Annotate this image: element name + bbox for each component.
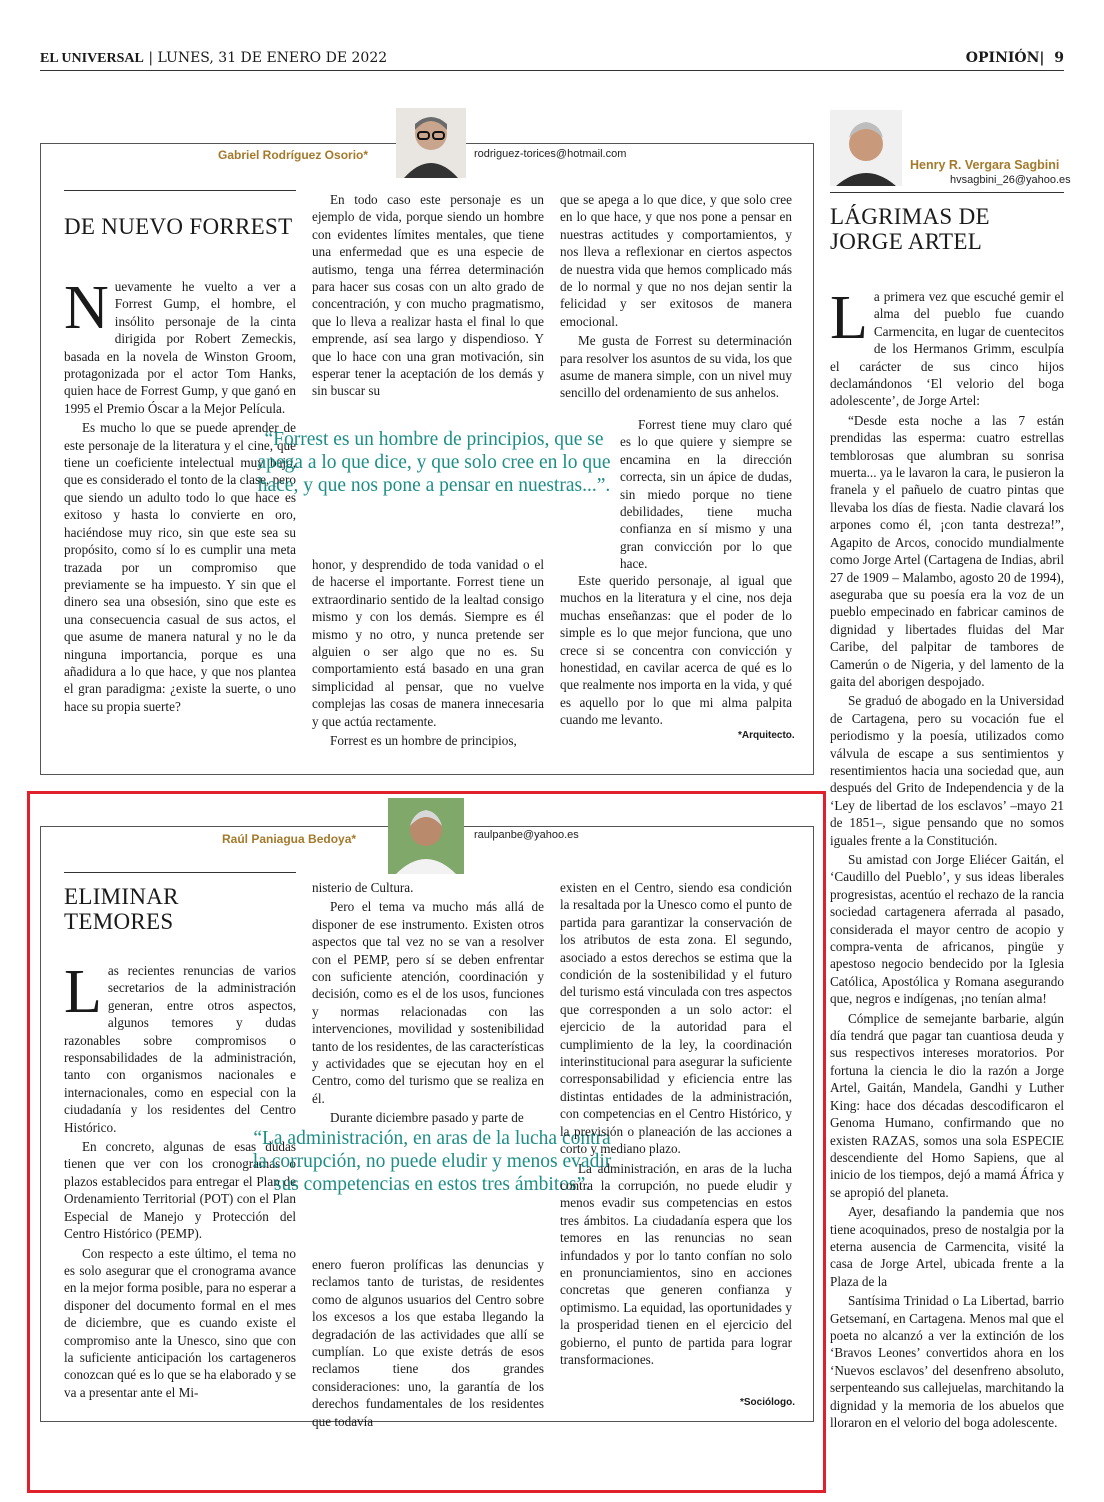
paragraph: Con respecto a este último, el tema no es solo asegurar que el cronograma avance en la mejor forma posible, para no esperar a disponer del documento formal en el mes de diciembre, que es cuando existe el compromiso ante la Unesco, sino que con la suficiente anticipación los cartageneros conozcan qué es lo que se ha elaborado y se va a presentar ante el Mi- [64, 1245, 296, 1400]
paragraph: Ayer, desafiando la pandemia que nos tiene acoquinados, preso de nostalgia por la eterna ausencia de Carmencita, visité la casa de Jorge Artel, ubicada frente a la Plaza de la [830, 1204, 1064, 1289]
page-number: 9 [1054, 50, 1064, 66]
article1-column-3-top [560, 191, 792, 417]
article1-column-2-top [312, 191, 544, 407]
article1-column-1 [64, 274, 296, 748]
paragraph: La administración, en aras de la lucha contra la corrupción, no puede eludir y menos evadir sus competencias en estos tres ámbitos. La ciudadanía espera que los temores en las renuncias no sean infundados y por lo tanto confían no solo en pronunciamientos, sino en acciones concretas que generen confianza y optimismo. La equidad, las oportunidades y la prosperidad tienen en el ejercicio del gobierno, el punto de partida para lograr transformaciones. [560, 1160, 792, 1367]
headline-line-1: LÁGRIMAS DE [830, 204, 990, 229]
paragraph: En todo caso este personaje es un ejemplo de vida, porque siendo un hombre con evidentes límites mentales, que tiene una enfermedad que es una especie de autismo, tenga una férrea determinación para hacer sus cosas con un alto grado de concentración, y con mucho pragmatismo, que lo lleva a realizar hasta el final lo que emprende, así sea largo y dispendioso. Y que lo hace con una gran motivación, sin esperar tener la aceptación de los demás y sin buscar su [312, 192, 544, 399]
article1-column-3-mid [620, 416, 792, 572]
author-email: hvsagbini_26@yahoo.es [950, 174, 1071, 186]
article1-column-3-bottom [560, 572, 792, 732]
drop-cap: L [64, 958, 102, 1026]
author-photo-gabriel [396, 108, 466, 178]
author-photo-henry [830, 110, 902, 186]
paragraph: existen en el Centro, siendo esa condición la resaltada por la Unesco como el punto de partida para garantizar la conservación de los atributos de esta zona. El segundo, asociado a estos derechos se estima que la condición de la sostenibilidad y el futuro del turismo está vinculada con tres aspectos que corresponden a un solo actor: el ejercicio de la autoridad para el cumplimiento de la ley, la coordinación interinstitucional para asegurar la suficiente corresponsabilidad y eficiencia entre las distintas entidades de la administración, con competencias en el Centro Histórico, y la previsión o planeación de las acciones a corto y mediano plazo. [560, 880, 792, 1157]
paragraph: Durante diciembre pasado y parte de [330, 1110, 524, 1126]
paragraph: enero fueron prolíficas las denuncias y reclamos tanto de turistas, de residentes como de algunos usuarios del Centro sobre los excesos a los que estaba llegando la degradación de las actividades que allí se cumplían. Lo que existe detrás de esos reclamos tiene dos grandes consideraciones: uno, la garantía de los derechos fundamentales de los residentes que todavía [312, 1257, 544, 1429]
paragraph: Se graduó de abogado en la Universidad de Cartagena, pero su vocación fue el periodismo y la poesía, utilizados como válvula de escape a sus sentimientos y resentimientos hacia una sociedad que, aun después del Grito de Independencia y de la ‘Ley de libertad de los esclavos’ –mayo 21 de 1851–, sigue pensando que no somos iguales frente a la Constitución. [830, 693, 1064, 848]
headline-line-2: TEMORES [64, 909, 174, 934]
paragraph: nisterio de Cultura. [312, 880, 414, 895]
drop-cap: N [64, 274, 109, 342]
section-name: OPINIÓN [965, 50, 1040, 66]
drop-cap: L [830, 284, 868, 352]
paragraph: Su amistad con Jorge Eliécer Gaitán, el ‘Caudillo del Pueblo’, y sus ideas liberales progresistas, acentúo el rechazo de la rancia sociedad cartagenera aferrada al pasado, considerada el mayor centro de acopio y compra-venta de africanos, pingüe y apestoso negocio bendecido por la Iglesia Católica, Apostólica y Romana asegurando que, negros e indígenas, ¡no tenían alma! [830, 852, 1064, 1007]
paragraph: Me gusta de Forrest su determinación para resolver los asuntos de su vida, los que asume de manera simple, con un nivel muy sencillo del ordenamiento de sus anhelos. [560, 333, 792, 401]
paragraph: as recientes renuncias de varios secretarios de la administración generan, entre otros aspectos, algunos temores y dudas razonables sobre compromisos o responsabilidades de la administración, tanto con organismos nacionales e internacionales, como en especial con la ciudadanía y los residentes del Centro Histórico. [64, 963, 296, 1135]
page-header-right: OPINIÓN| 9 [965, 50, 1064, 66]
article1-column-2-bottom [312, 556, 544, 748]
paragraph: Este querido personaje, al igual que muchos en la literatura y el cine, nos deja muchas enseñanzas: que el poder de lo simple es lo que mejor funciona, que uno crece si se concentra con convicción y honestidad, en cavilar acerca de qué es lo que realmente nos importa en la vida, y qué es aquello por lo que mi alma palpita cuando me levanto. [560, 573, 792, 728]
header-rule [40, 70, 1064, 71]
author-credit: *Arquitecto. [738, 730, 795, 741]
paragraph: Forrest es un hombre de principios, [330, 733, 517, 749]
author-name: Gabriel Rodríguez Osorio* [218, 148, 369, 162]
paragraph: Santísima Trinidad o La Libertad, barrio Getsemaní, en Cartagena. Menos mal que el poeta no alcanzó a ver la extinción de los ‘Bravos Leones’ convertidos ahora en los ‘Nuevos esclavos’ del desenfreno absoluto, serpenteando sus callejuelas, marchitando la dignidad y la memoria de los abuelos que lloraron en el velorio del boga adolescente. [830, 1293, 1064, 1430]
article3-column [830, 284, 1064, 1488]
author-name: Raúl Paniagua Bedoya* [222, 832, 357, 846]
issue-date: LUNES, 31 DE ENERO DE 2022 [157, 50, 388, 66]
paragraph: honor, y desprendido de toda vanidad o el de hacerse el importante. Forrest tiene un extraordinario sentido de la lealtad consigo mismo y con los demás. Siempre es él mismo y no otro, y nunca pretende ser alguien o ser algo que no es. Su comportamiento está basado en una gran simplicidad al pensar, que no vuelve complejas las cosas de manera innecesaria y que actúa rectamente. [312, 557, 544, 729]
author-email: raulpanbe@yahoo.es [474, 829, 579, 841]
headline-line-1: ELIMINAR [64, 884, 179, 909]
paragraph: En concreto, algunas de esas dudas tienen que ver con los cronogramas o plazos establecidos para entregar el Plan de Ordenamiento Territorial (POT) con el Plan Especial de Manejo y Protección del Centro Histórico (PEMP). [64, 1139, 296, 1242]
headline-rule [64, 190, 296, 191]
headline [830, 204, 1070, 254]
paragraph: que se apega a lo que dice, y que solo cree en lo que hace, y que nos pone a pensar en nuestras actitudes y comportamientos, y nos lleva a reflexionar en ciertos aspectos de nuestra vida que hemos complicado más de lo normal y que no nos dejan sentir la felicidad y ser exitosos de manera emocional. [560, 192, 792, 329]
author-email: rodriguez-torices@hotmail.com [474, 148, 627, 160]
pull-quote: “La administración, en aras de la lucha contra la corrupción, no puede eludir y menos evadir sus competencias en estos tres ámbitos”. [252, 1128, 612, 1195]
paragraph: Cómplice de semejante barbarie, algún día tendrá que pagar tan cuantiosa deuda y sus respectivos intereses moratorios. Por fortuna la ciencia le dio la razón a Jorge Artel, Gaitán, Mandela, Gandhi y Luther King: hace dos décadas descodificaron el Genoma Humano, confirmando que no existen RAZAS, somos una sola ESPECIE descendiente del Homo Sapiens, que al inicio de los tiempos, dejó a mamá África y se apropió del planeta. [830, 1010, 1064, 1200]
page-header-left: EL UNIVERSAL | LUNES, 31 DE ENERO DE 2022 [40, 50, 388, 66]
author-credit: *Sociólogo. [740, 1397, 795, 1408]
pull-quote: “Forrest es un hombre de principios, que se apega a lo que dice, y que solo cree en lo que hace, y que nos pone a pensar en nuestras...”. [257, 429, 611, 496]
newspaper-name: EL UNIVERSAL [40, 51, 144, 66]
highlight-frame [27, 791, 826, 1493]
headline: DE NUEVO FORREST [64, 214, 293, 239]
headline-line-2: JORGE ARTEL [830, 229, 983, 254]
paragraph: “Desde esta noche a las 7 están prendidas las esperma: cuatro estrellas temblorosas que alumbran su sonrisa muerta... ya le lavaron la cara, le pusieron la franela y el pañuelo de cuatro pintas que llevaba los días de fiesta. Nadie clavará los arpones como él, ¡con tanta destreza!”, Agapito de Arcos, conocido mundialmente como Jorge Artel (Cartagena de Indias, abril 27 de 1909 – Malambo, agosto 20 de 1994), aseguraba que su poesía era la voz de un pueblo empecinado en fabricar caminos de dignidad y libertades fluidas del Mar Caribe, del palpitar de tambores de Camerún o de Nigeria, y del lamento de la gaita del aborigen despojado. [830, 412, 1064, 689]
author-name: Henry R. Vergara Sagbini [910, 158, 1060, 172]
paragraph: uevamente he vuelto a ver a Forrest Gump, el hombre, el insólito personaje de la cinta dirigida por Robert Zemeckis, basada en la novela de Winston Groom, protagonizada por el actor Tom Hanks, quien hace de Forrest Gump, y que ganó en 1995 el Premio Óscar a la Mejor Película. [64, 279, 296, 416]
paragraph: a primera vez que escuché gemir el alma del pueblo fue cuando Carmencita, en lugar de cuentecitos de los Hermanos Grimm, esculpía el carácter de sus cinco hijos declamándonos ‘El velorio del boga adolescente’, de Jorge Artel: [830, 289, 1064, 409]
paragraph: Es mucho lo que se puede aprender de este personaje de la literatura y el cine, que tiene un coeficiente intelectual muy bajo, que es considerado el tonto de la clase, pero que siendo un adulto todo lo que hace es exitoso y hasta lo convierte en oro, haciéndose muy rico, sin que este sea su propósito, como sí lo es cumplir una meta trazada por un compromiso que previamente se ha impuesto. Y sin que el dinero sea una obsesión, sino que este es una consecuencia casual de sus actos, el que asume de manera natural y no le da ninguna importancia, porque es una añadidura a lo que hace, y que nos plantea el gran paradigma: ¿existe la suerte, o uno hace su propia suerte? [64, 420, 296, 714]
paragraph: Forrest tiene muy claro qué es lo que quiere y siempre se encamina en la dirección correcta, sin un ápice de dudas, sin miedo porque no tiene debilidades, tiene mucha confianza en sí mismo y una gran convicción por lo que hace. [620, 417, 792, 572]
paragraph: Pero el tema va mucho más allá de disponer de ese instrumento. Existen otros aspectos que tal vez no se van a resolver con el PEMP, pero sí se deben enfrentar con suficiente atención, coordinación y decisión, como es el de los usos, funciones y normas relacionadas con las intervenciones, movilidad y sostenibilidad tanto de los residentes, de las características y actividades que se ejecutan hoy en el Centro, como del turismo que se realiza en él. [312, 899, 544, 1106]
headline-rule [830, 192, 1064, 193]
